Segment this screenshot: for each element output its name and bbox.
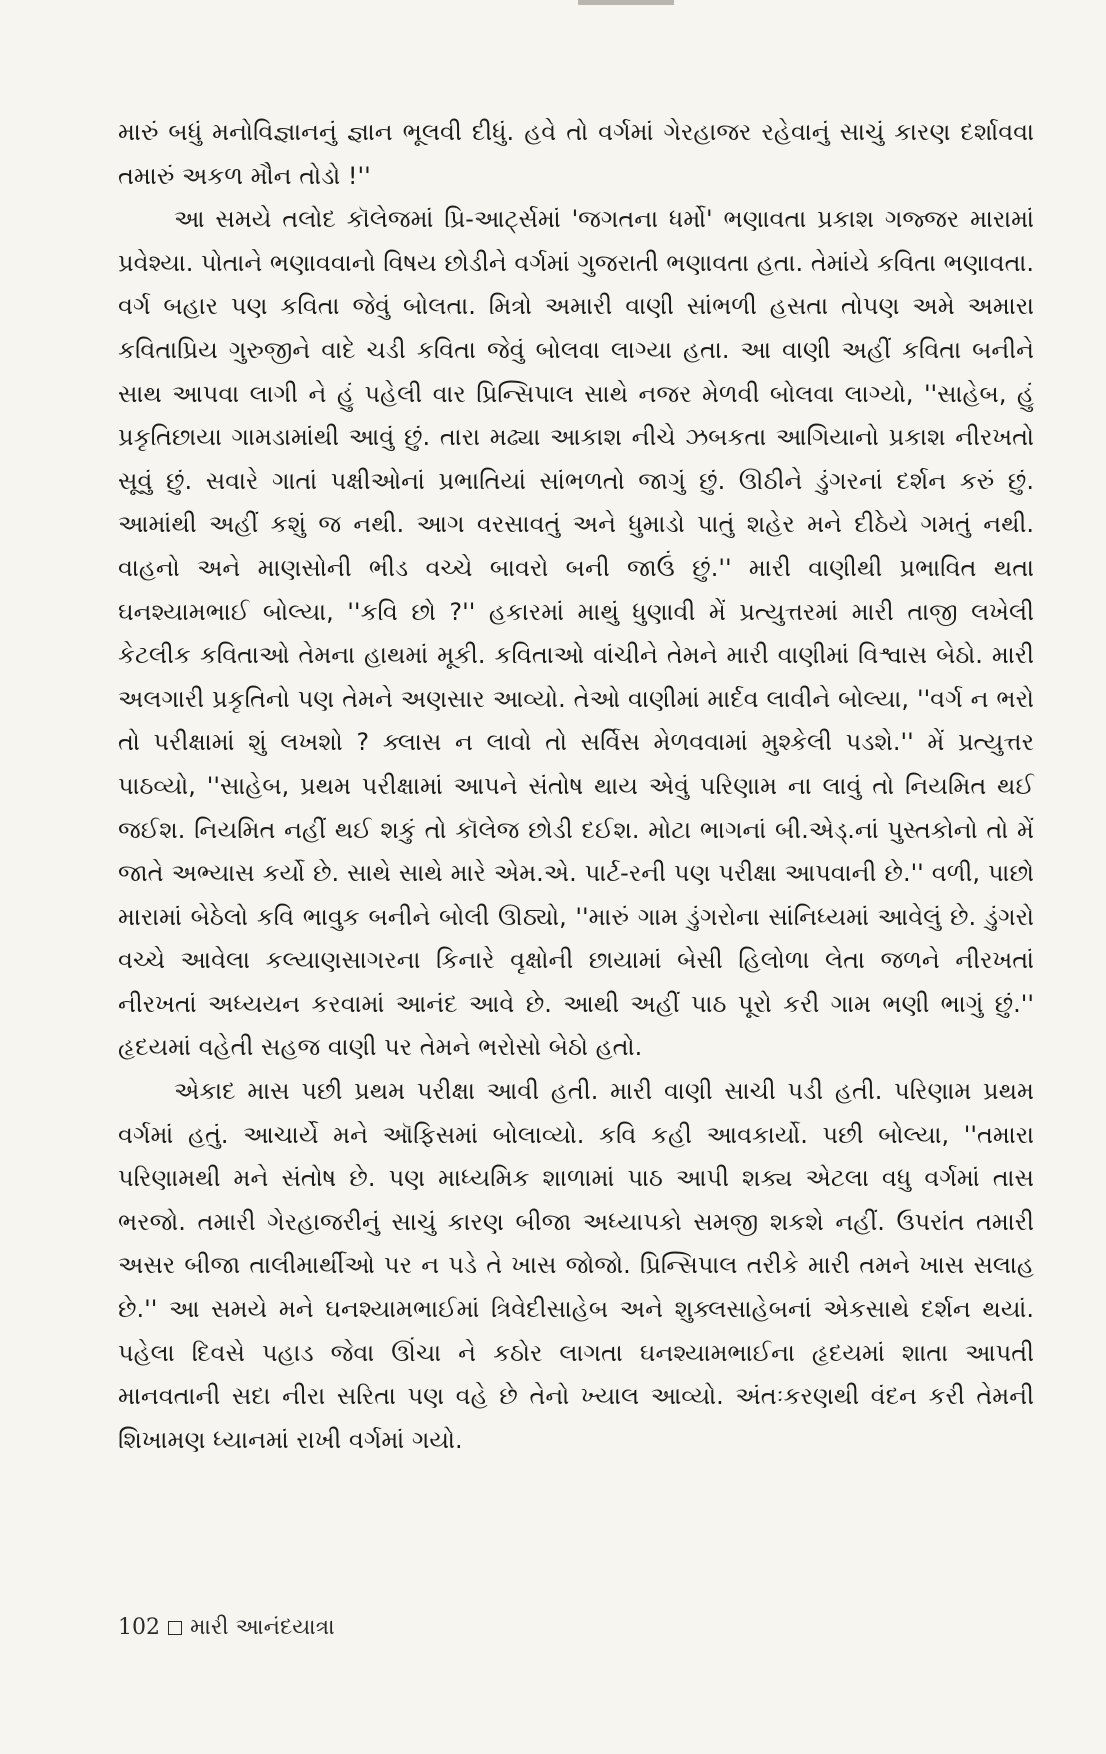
page-footer xyxy=(118,1615,335,1640)
body-text xyxy=(118,111,1034,1462)
paragraph-continued: મારું બધું મનોવિજ્ઞાનનું જ્ઞાન ભૂલવી દીધું. હવે તો વર્ગમાં ગેરહાજર રહેવાનું સાચું કારણ દર્શાવવા તમારું અકળ મૌન તોડો !'' xyxy=(118,118,1034,190)
scan-edge-mark xyxy=(578,0,674,5)
page-number: 102 xyxy=(118,1615,160,1640)
book-title: મારી આનંદયાત્રા xyxy=(190,1615,335,1640)
paragraph: એકાદ માસ પછી પ્રથમ પરીક્ષા આવી હતી. મારી વાણી સાચી પડી હતી. પરિણામ પ્રથમ વર્ગમાં હતું. આચાર્યે મને ઑફિસમાં બોલાવ્યો. કવિ કહી આવકાર્યો. પછી બોલ્યા, ''તમારા પરિણામથી મને સંતોષ છે. પણ માધ્યમિક શાળામાં પાઠ આપી શક્ય એટલા વધુ વર્ગમાં તાસ ભરજો. તમારી ગેરહાજરીનું સાચું કારણ બીજા અધ્યાપકો સમજી શકશે નહીં. ઉપરાંત તમારી અસર બીજા તાલીમાર્થીઓ પર ન પડે તે ખાસ જોજો. પ્રિન્સિપાલ તરીકે મારી તમને ખાસ સલાહ છે.'' આ સમયે મને ઘનશ્યામભાઈમાં ત્રિવેદીસાહેબ અને શુક્લસાહેબનાં એકસાથે દર્શન થયાં. પહેલા દિવસે પહાડ જેવા ઊંચા ને કઠોર લાગતા ઘનશ્યામભાઈના હૃદયમાં શાતા આપતી માનવતાની સદા નીરા સરિતા પણ વહે છે તેનો ખ્યાલ આવ્યો. અંતઃકરણથી વંદન કરી તેમની શિખામણ ધ્યાનમાં રાખી વર્ગમાં ગયો. xyxy=(118,1077,1034,1454)
paragraph: આ સમયે તલોદ કૉલેજમાં પ્રિ-આર્ટ્સમાં 'જગતના ધર્મો' ભણાવતા પ્રકાશ ગજ્જર મારામાં પ્રવેશ્યા. પોતાને ભણાવવાનો વિષય છોડીને વર્ગમાં ગુજરાતી ભણાવતા હતા. તેમાંયે કવિતા ભણાવતા. વર્ગ બહાર પણ કવિતા જેવું બોલતા. મિત્રો અમારી વાણી સાંભળી હસતા તોપણ અમે અમારા કવિતાપ્રિય ગુરુજીને વાદે ચડી કવિતા જેવું બોલવા લાગ્યા હતા. આ વાણી અહીં કવિતા બનીને સાથ આપવા લાગી ને હું પહેલી વાર પ્રિન્સિપાલ સાથે નજર મેળવી બોલવા લાગ્યો, ''સાહેબ, હું પ્રકૃતિછાયા ગામડામાંથી આવું છું. તારા મઢ્યા આકાશ નીચે ઝબકતા આગિયાનો પ્રકાશ નીરખતો સૂવું છું. સવારે ગાતાં પક્ષીઓનાં પ્રભાતિયાં સાંભળતો જાગું છું. ઊઠીને ડુંગરનાં દર્શન કરું છું. આમાંથી અહીં કશું જ નથી. આગ વરસાવતું અને ધુમાડો પાતું શહેર મને દીઠેયે ગમતું નથી. વાહનો અને માણસોની ભીડ વચ્ચે બાવરો બની જાઉં છું.'' મારી વાણીથી પ્રભાવિત થતા ઘનશ્યામભાઈ બોલ્યા, ''કવિ છો ?'' હકારમાં માથું ધુણાવી મેં પ્રત્યુત્તરમાં મારી તાજી લખેલી કેટલીક કવિતાઓ તેમના હાથમાં મૂકી. કવિતાઓ વાંચીને તેમને મારી વાણીમાં વિશ્વાસ બેઠો. મારી અલગારી પ્રકૃતિનો પણ તેમને અણસાર આવ્યો. તેઓ વાણીમાં માર્દવ લાવીને બોલ્યા, ''વર્ગ ન ભરો તો પરીક્ષામાં શું લખશો ? ક્લાસ ન લાવો તો સર્વિસ મેળવવામાં મુશ્કેલી પડશે.'' મેં પ્રત્યુત્તર પાઠવ્યો, ''સાહેબ, પ્રથમ પરીક્ષામાં આપને સંતોષ થાય એવું પરિણામ ના લાવું તો નિયમિત થઈ જઈશ. નિયમિત નહીં થઈ શકું તો કૉલેજ છોડી દઈશ. મોટા ભાગનાં બી.એડ્.નાં પુસ્તકોનો તો મેં જાતે અભ્યાસ કર્યો છે. સાથે સાથે મારે એમ.એ. પાર્ટ-રની પણ પરીક્ષા આપવાની છે.'' વળી, પાછો મારામાં બેઠેલો કવિ ભાવુક બનીને બોલી ઊઠ્યો, ''મારું ગામ ડુંગરોના સાંનિધ્યમાં આવેલું છે. ડુંગરો વચ્ચે આવેલા કલ્યાણસાગરના કિનારે વૃક્ષોની છાયામાં બેસી હિલોળા લેતા જળને નીરખતાં નીરખતાં અધ્યયન કરવામાં આનંદ આવે છે. આથી અહીં પાઠ પૂરો કરી ગામ ભણી ભાગું છું.'' હૃદયમાં વહેતી સહજ વાણી પર તેમને ભરોસો બેઠો હતો. xyxy=(118,205,1034,1062)
square-separator-icon xyxy=(168,1621,182,1635)
